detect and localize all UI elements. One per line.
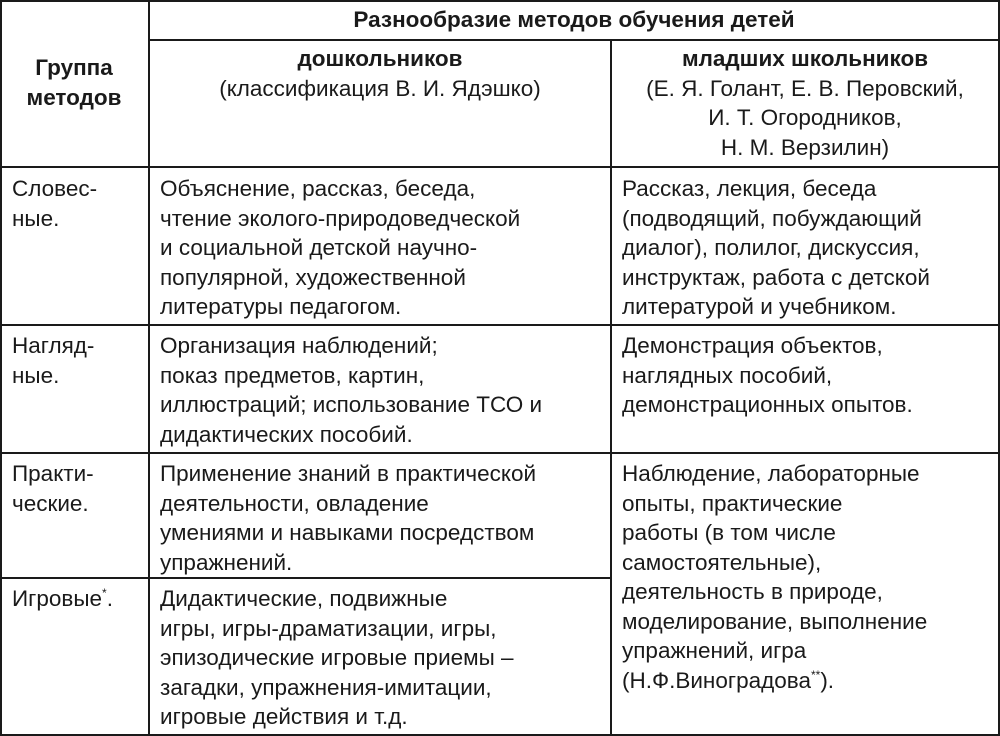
group-header-line-1: Группа (35, 55, 113, 80)
table-top-border (0, 0, 1000, 2)
school-header-sub-line-3: Н. М. Верзилин) (720, 134, 890, 160)
header-bottom-border (0, 166, 1000, 168)
school-header-title: младших школьников (681, 46, 929, 71)
text-line: показ предметов, картин, (160, 362, 425, 388)
text-line: опыты, практические (622, 490, 843, 516)
text-line: Дидактические, подвижные (160, 586, 448, 611)
group-column-divider (148, 0, 150, 736)
text-line: Рассказ, лекция, беседа (622, 176, 877, 201)
top-header-title: Разнообразие методов обучения детей (353, 7, 795, 32)
header-subdivider (148, 39, 1000, 41)
footnote-mark: * (102, 586, 107, 600)
footnote-mark: ** (810, 667, 821, 682)
text-line: литературой и учебником. (622, 294, 897, 319)
text-line: игры, игры-драматизации, игры, (160, 615, 497, 641)
text-line: Объяснение, рассказ, беседа, (160, 176, 476, 201)
text-line: популярной, художественной (160, 264, 466, 290)
citation-text: (Н.Ф.Виноградова (622, 667, 811, 693)
group-text: Игровые (12, 586, 103, 611)
citation-line (622, 666, 927, 696)
row-verbal-group (12, 174, 97, 233)
text-line: диалог), полилог, дискуссия, (622, 235, 920, 260)
text-line: наглядных пособий, (622, 362, 833, 388)
text-line: дидактических пособий. (160, 421, 413, 447)
text-line: упражнений, игра (622, 638, 807, 663)
preschool-column-header (150, 44, 610, 103)
row-visual-group (12, 331, 94, 390)
citation-end: ). (820, 667, 835, 693)
text-line: Наблюдение, лабораторные (622, 461, 920, 486)
text-line: игровые действия и т.д. (160, 704, 408, 729)
school-header-sub-line-2: И. Т. Огородников, (708, 105, 902, 130)
text-line: эпизодические игровые приемы – (160, 645, 514, 670)
text-line: Организация наблюдений; (160, 333, 438, 358)
row-practical-preschool (160, 459, 536, 577)
group-end: . (106, 586, 113, 611)
row-game-preschool (160, 584, 514, 732)
group-line: ные. (12, 362, 60, 388)
group-line: Практи- (12, 461, 94, 486)
preschool-header-subtitle: (классификация В. И. Ядэшко) (219, 75, 541, 101)
group-column-header (0, 53, 148, 112)
text-line: деятельности, овладение (160, 490, 429, 516)
school-column-header (612, 44, 998, 162)
preschool-header-title: дошкольников (297, 46, 463, 71)
group-line: ческие. (12, 490, 89, 516)
group-line: Словес- (12, 176, 98, 201)
row-game-group (12, 584, 113, 614)
text-line: инструктаж, работа с детской (622, 264, 930, 290)
practical-game-school-merged (622, 459, 927, 695)
text-line: иллюстраций; использование ТСО и (160, 392, 543, 417)
text-line: деятельность в природе, (622, 579, 883, 604)
text-line: Применение знаний в практической (160, 461, 537, 486)
row2-bottom-border (0, 452, 1000, 454)
text-line: упражнений. (160, 549, 293, 575)
group-line: ные. (12, 205, 60, 231)
text-line: работы (в том числе (622, 520, 836, 545)
row-visual-preschool (160, 331, 542, 449)
row-verbal-school (622, 174, 930, 322)
text-line: литературы педагогом. (160, 294, 402, 319)
text-line: самостоятельные), (622, 549, 822, 575)
group-line: Нагляд- (12, 333, 95, 358)
text-line: демонстрационных опытов. (622, 392, 913, 417)
row3-bottom-border (0, 577, 612, 579)
school-header-sub-line-1: (Е. Я. Голант, Е. В. Перовский, (646, 75, 964, 101)
row-verbal-preschool (160, 174, 520, 322)
text-line: и социальной детской научно- (160, 235, 478, 260)
group-line (12, 584, 113, 614)
row1-bottom-border (0, 324, 1000, 326)
row-visual-school (622, 331, 913, 420)
group-header-line-2: методов (26, 84, 122, 110)
row-practical-group (12, 459, 94, 518)
text-line: моделирование, выполнение (622, 608, 928, 634)
text-line: Демонстрация объектов, (622, 333, 883, 358)
text-line: (подводящий, побуждающий (622, 205, 922, 231)
text-line: умениями и навыками посредством (160, 520, 535, 545)
text-line: загадки, упражнения-имитации, (160, 674, 492, 700)
text-line: чтение эколого-природоведческой (160, 205, 521, 231)
